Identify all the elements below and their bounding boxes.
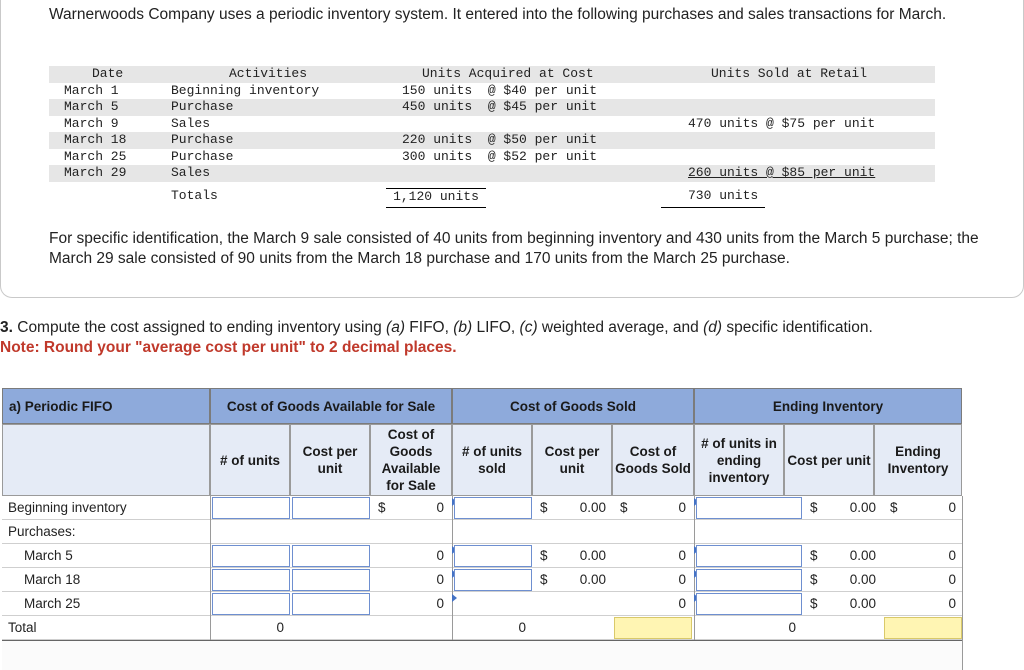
march5-ei-cpu-value <box>804 544 882 568</box>
header-sold: Units Sold at Retail <box>711 66 868 81</box>
subhead-ei-cpu: Cost per unit <box>784 424 874 496</box>
dollar-sign: $ <box>540 548 548 563</box>
row-activity: Beginning inventory <box>171 82 320 98</box>
subhead-cost-per-unit: Cost per unit <box>290 424 370 496</box>
row-date: March 9 <box>64 115 119 131</box>
value-number: 0.00 <box>579 548 606 563</box>
march25-cogas-value <box>372 592 450 616</box>
march25-units-input[interactable] <box>212 593 290 615</box>
march18-ending-inventory-value <box>884 568 962 592</box>
table-row <box>49 165 935 182</box>
march18-units-ending-input[interactable] <box>696 569 802 591</box>
march18-cost-input[interactable] <box>292 569 370 591</box>
intro-text: Warnerwoods Company uses a periodic inventory system. It entered into the following purchases and sales transactions for March. <box>49 6 947 23</box>
dollar-sign: $ <box>540 500 548 515</box>
totals-acquired-underline <box>386 207 486 208</box>
beginning-ei-cpu-value <box>804 496 882 520</box>
value-number: 0 <box>678 572 686 587</box>
value-number: 0 <box>948 500 956 515</box>
totals-acquired: 1,120 units <box>386 188 486 204</box>
value-number: 0 <box>678 500 686 515</box>
transactions-table <box>49 66 935 210</box>
beginning-cogs-value <box>614 496 692 520</box>
row-date: March 18 <box>64 132 127 147</box>
problem-card <box>0 0 1024 298</box>
fifo-answer-grid <box>2 388 962 670</box>
row-activity: Sales <box>171 115 211 131</box>
march25-ending-inventory-value <box>884 592 962 616</box>
march5-cogas-value <box>372 544 450 568</box>
question-part: FIFO, <box>404 319 454 336</box>
totals-sold: 730 units <box>688 187 759 203</box>
header-activities: Activities <box>229 66 308 81</box>
value-number: 0 <box>948 548 956 563</box>
table-row <box>49 99 935 116</box>
row-date: March 5 <box>64 99 119 114</box>
row-label-total: Total <box>2 616 210 640</box>
value-number: 0.00 <box>849 572 876 587</box>
row-acquired: 150 units @ $40 per unit <box>402 82 598 98</box>
dollar-sign: $ <box>890 500 898 515</box>
value-number: 0 <box>678 548 686 563</box>
question-part: (b) <box>453 319 473 336</box>
beginning-cogas-value <box>372 496 450 520</box>
subhead-units-ending: # of units in ending inventory <box>694 424 784 496</box>
value-number: 0 <box>678 596 686 611</box>
question-part: (d) <box>703 319 723 336</box>
value-number: 0 <box>436 596 444 611</box>
row-label-beginning: Beginning inventory <box>2 496 210 520</box>
march5-units-input[interactable] <box>212 545 290 567</box>
march25-units-ending-input[interactable] <box>696 593 802 615</box>
header-acquired: Units Acquired at Cost <box>422 66 594 81</box>
subhead-cogas: Cost of Goods Available for Sale <box>370 424 452 496</box>
question-part: weighted average, and <box>537 319 704 336</box>
header-date: Date <box>92 66 124 81</box>
question-part: Compute the cost assigned to ending inventory using <box>12 319 387 336</box>
row-acquired: 300 units @ $52 per unit <box>402 148 598 164</box>
question-part: LIFO, <box>472 319 520 336</box>
total-units-ending-value <box>696 616 802 640</box>
subhead-cogs-cpu: Cost per unit <box>532 424 612 496</box>
subhead-blank <box>2 424 210 496</box>
row-activity: Sales <box>171 165 211 180</box>
value-number: 0 <box>948 572 956 587</box>
beginning-units-ending-input[interactable] <box>696 497 802 519</box>
table-row <box>49 132 935 149</box>
march18-ei-cpu-value <box>804 568 882 592</box>
row-label-march25: March 25 <box>2 592 210 616</box>
row-date: March 29 <box>64 165 127 180</box>
dollar-sign: $ <box>810 548 818 563</box>
dollar-sign: $ <box>810 500 818 515</box>
march25-cogs-value <box>614 592 692 616</box>
table-row <box>49 116 935 133</box>
input-marker <box>452 594 457 602</box>
question-part: (c) <box>519 319 538 336</box>
march18-units-input[interactable] <box>212 569 290 591</box>
row-label-march5: March 5 <box>2 544 210 568</box>
totals-row <box>49 184 935 210</box>
subhead-ending-inventory: Ending Inventory <box>874 424 962 496</box>
value-number: 0 <box>276 620 284 635</box>
value-number: 0.00 <box>849 548 876 563</box>
row-date: March 25 <box>64 148 127 164</box>
value-number: 0.00 <box>849 596 876 611</box>
beginning-units-input[interactable] <box>212 497 290 519</box>
beginning-units-sold-input[interactable] <box>454 497 532 519</box>
dollar-sign: $ <box>540 572 548 587</box>
dollar-sign: $ <box>810 572 818 587</box>
row-activity: Purchase <box>171 132 234 147</box>
march5-units-sold-input[interactable] <box>454 545 532 567</box>
grid-title: a) Periodic FIFO <box>2 388 210 424</box>
subhead-units: # of units <box>210 424 290 496</box>
col-divider <box>962 496 963 670</box>
row-acquired: 220 units @ $50 per unit <box>402 132 598 147</box>
dollar-sign: $ <box>378 500 386 515</box>
total-cogs-input[interactable] <box>614 617 692 639</box>
total-units-sold-value <box>454 616 532 640</box>
row-date: March 1 <box>64 82 119 98</box>
march18-cogs-cpu-value <box>534 568 612 592</box>
group-available: Cost of Goods Available for Sale <box>210 388 452 424</box>
dollar-sign: $ <box>810 596 818 611</box>
question-part: (a) <box>386 319 405 336</box>
totals-label: Totals <box>171 187 218 203</box>
subhead-units-sold: # of units sold <box>452 424 532 496</box>
totals-sold-underline <box>661 207 765 208</box>
march5-units-ending-input[interactable] <box>696 545 802 567</box>
march5-cogs-value <box>614 544 692 568</box>
table-row <box>49 149 935 166</box>
march25-cost-input[interactable] <box>292 593 370 615</box>
march5-cogs-cpu-value <box>534 544 612 568</box>
total-ending-inventory-input[interactable] <box>884 617 962 639</box>
transactions-header <box>49 66 935 83</box>
question-part: specific identification. <box>722 319 873 336</box>
row-acquired: 450 units @ $45 per unit <box>402 99 598 114</box>
value-number: 0 <box>436 572 444 587</box>
question-text <box>0 318 1010 358</box>
subhead-cogs: Cost of Goods Sold <box>612 424 694 496</box>
group-ending: Ending Inventory <box>694 388 962 424</box>
rounding-note: Note: Round your "average cost per unit" to 2 decimal places. <box>0 339 457 356</box>
row-sold: 470 units @ $75 per unit <box>688 115 876 131</box>
value-number: 0 <box>948 596 956 611</box>
group-cogs: Cost of Goods Sold <box>452 388 694 424</box>
total-units-value <box>212 616 290 640</box>
value-number: 0 <box>436 548 444 563</box>
beginning-cost-input[interactable] <box>292 497 370 519</box>
specific-identification-text: For specific identification, the March 9 sale consisted of 40 units from beginning inventory and 430 units from the March 5 purchase; the March 29 sale consisted of 90 units from the March 18 purchase and 170 units from the March 25 purchase. <box>49 230 979 267</box>
row-label-march18: March 18 <box>2 568 210 592</box>
beginning-ending-inventory-value <box>884 496 962 520</box>
march5-cost-input[interactable] <box>292 545 370 567</box>
question-number: 3. <box>0 319 13 336</box>
value-number: 0.00 <box>579 572 606 587</box>
row-activity: Purchase <box>171 148 234 164</box>
value-number: 0.00 <box>849 500 876 515</box>
march5-ending-inventory-value <box>884 544 962 568</box>
next-section-row <box>2 640 962 670</box>
row-sold: 260 units @ $85 per unit <box>688 165 876 180</box>
value-number: 0 <box>436 500 444 515</box>
march18-cogs-value <box>614 568 692 592</box>
value-number: 0.00 <box>579 500 606 515</box>
dollar-sign: $ <box>620 500 628 515</box>
row-activity: Purchase <box>171 99 234 114</box>
value-number: 0 <box>788 620 796 635</box>
beginning-cogs-cpu-value <box>534 496 612 520</box>
march18-units-sold-input[interactable] <box>454 569 532 591</box>
march25-ei-cpu-value <box>804 592 882 616</box>
march18-cogas-value <box>372 568 450 592</box>
row-label-purchases: Purchases: <box>2 520 210 544</box>
table-row <box>49 83 935 100</box>
value-number: 0 <box>518 620 526 635</box>
